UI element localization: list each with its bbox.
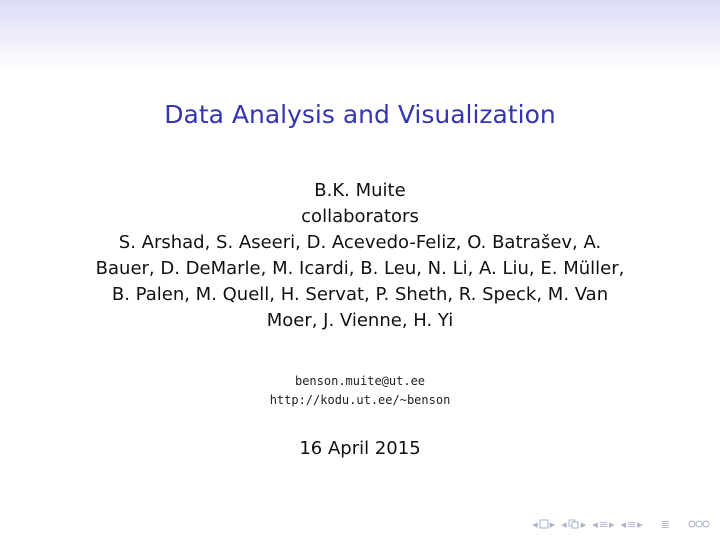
contact-block <box>0 372 720 410</box>
nav-right-arrow-icon[interactable]: ▸ <box>637 518 643 531</box>
search-icon[interactable] <box>688 519 710 532</box>
subsection-nav-group <box>561 519 586 532</box>
nav-right-arrow-icon[interactable]: ▸ <box>608 518 615 531</box>
collaborator-line: S. Arshad, S. Aseeri, D. Acevedo-Feliz, O. Batrašev, A. <box>118 232 602 253</box>
nav-left-arrow-icon[interactable]: ◂ <box>620 518 627 531</box>
presentation-date: 16 April 2015 <box>299 438 421 459</box>
author-name: B.K. Muite <box>314 180 406 201</box>
header-gradient-band <box>0 0 720 72</box>
collaborator-line: Moer, J. Vienne, H. Yi <box>266 310 454 331</box>
nav-left-arrow-icon[interactable]: ◂ <box>592 518 598 531</box>
slide-icon[interactable]: ≡ <box>627 518 637 531</box>
nav-left-arrow-icon[interactable]: ◂ <box>561 518 567 531</box>
navigation-bar <box>532 517 710 533</box>
email-address: benson.muite@ut.ee <box>294 374 426 388</box>
align-icon[interactable]: ≣ <box>660 518 670 531</box>
collaborator-line: Bauer, D. DeMarle, M. Icardi, B. Leu, N. Li, A. Liu, E. Müller, <box>95 258 625 279</box>
nav-left-arrow-icon[interactable]: ◂ <box>532 518 538 531</box>
nav-right-arrow-icon[interactable]: ▸ <box>549 518 556 531</box>
section-icon[interactable]: ≡ <box>598 518 608 531</box>
slide-nav-group <box>621 519 643 531</box>
collaborators-label: collaborators <box>301 206 419 227</box>
section-nav-group <box>592 519 614 531</box>
slide-title: Data Analysis and Visualization <box>164 100 556 129</box>
nav-right-arrow-icon[interactable]: ▸ <box>580 518 587 531</box>
homepage-url: http://kodu.ut.ee/~benson <box>269 393 451 407</box>
collaborator-line: B. Palen, M. Quell, H. Servat, P. Sheth, R. Speck, M. Van <box>111 284 609 305</box>
frame-icon[interactable] <box>539 519 549 532</box>
author-block <box>60 178 660 334</box>
subsection-icon[interactable] <box>568 519 580 532</box>
frame-nav-group <box>532 519 555 532</box>
